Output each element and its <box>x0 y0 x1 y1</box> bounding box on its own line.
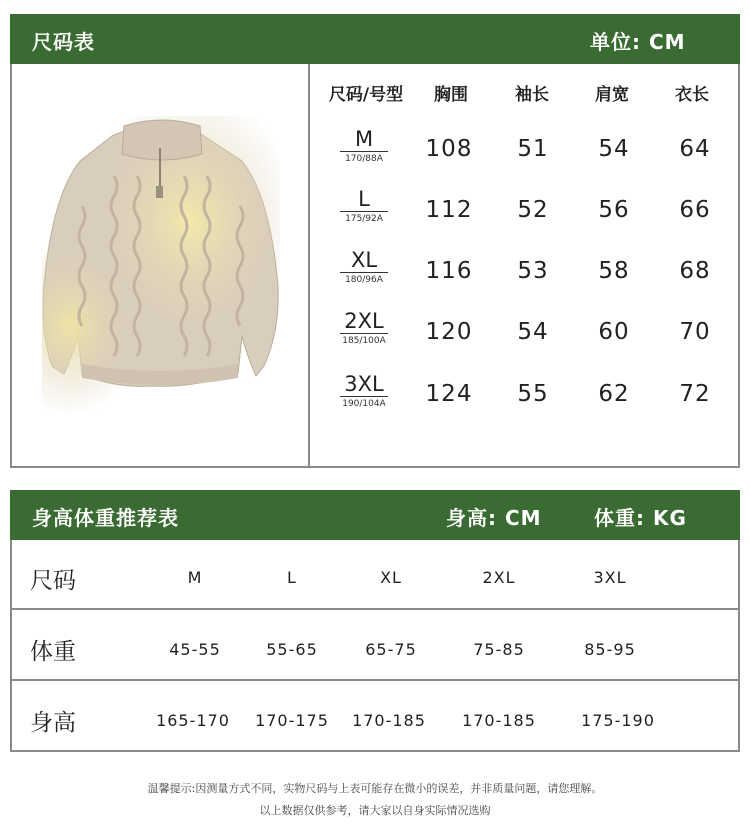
size-code: 190/104A <box>342 399 386 409</box>
shoulder-value: 58 <box>598 258 630 284</box>
size-label: L <box>358 187 370 211</box>
column-header-length: 衣长 <box>675 85 709 105</box>
shoulder-value: 60 <box>598 319 630 345</box>
size-cell <box>324 249 404 285</box>
size-code: 180/96A <box>345 275 383 285</box>
image-table-divider <box>308 64 310 466</box>
recommend-size-cell: XL <box>380 568 402 587</box>
height-range-cell: 165-170 <box>156 711 230 730</box>
size-chart-header <box>10 14 740 64</box>
chest-value: 116 <box>425 258 473 284</box>
length-value: 68 <box>679 258 711 284</box>
column-header-chest: 胸围 <box>434 85 468 105</box>
shoulder-value: 56 <box>598 197 630 223</box>
chest-value: 108 <box>425 136 473 162</box>
height-range-cell: 175-190 <box>581 711 655 730</box>
sleeve-value: 52 <box>517 197 549 223</box>
sleeve-value: 54 <box>517 319 549 345</box>
recommend-chart-table <box>10 540 740 752</box>
size-chart-unit: 单位: CM <box>590 30 686 54</box>
size-code: 175/92A <box>345 214 383 224</box>
size-label: M <box>354 127 374 151</box>
recommend-size-cell: L <box>287 568 297 587</box>
size-underline <box>340 211 388 212</box>
sleeve-value: 53 <box>517 258 549 284</box>
size-cell <box>324 310 404 346</box>
chest-value: 120 <box>425 319 473 345</box>
size-chart-table <box>10 64 740 468</box>
recommend-chart-header <box>10 490 740 540</box>
height-range-cell: 170-185 <box>352 711 426 730</box>
weight-unit: 体重: KG <box>594 506 687 530</box>
recommend-size-cell: M <box>187 568 203 587</box>
size-cell <box>324 373 404 409</box>
length-value: 70 <box>679 319 711 345</box>
size-chart-title: 尺码表 <box>32 30 95 54</box>
weight-range-cell: 45-55 <box>169 640 221 659</box>
row-divider <box>12 679 738 681</box>
size-label: 2XL <box>344 309 384 333</box>
size-underline <box>340 333 388 334</box>
shoulder-value: 54 <box>598 136 630 162</box>
size-label: XL <box>350 248 378 272</box>
weight-range-cell: 55-65 <box>266 640 318 659</box>
recommend-chart-title: 身高体重推荐表 <box>32 506 179 530</box>
size-cell <box>324 188 404 224</box>
weight-range-cell: 75-85 <box>473 640 525 659</box>
size-cell <box>324 128 404 164</box>
height-range-cell: 170-185 <box>462 711 536 730</box>
weight-range-cell: 85-95 <box>584 640 636 659</box>
recommend-size-cell: 2XL <box>482 568 516 587</box>
sleeve-value: 51 <box>517 136 549 162</box>
column-header-shoulder: 肩宽 <box>595 85 629 105</box>
size-code: 185/100A <box>342 336 386 346</box>
chest-value: 124 <box>425 381 473 407</box>
column-header-sleeve: 袖长 <box>515 85 549 105</box>
chest-value: 112 <box>425 197 473 223</box>
row-divider <box>12 608 738 610</box>
size-underline <box>340 272 388 273</box>
reference-note: 以上数据仅供参考，请大家以自身实际情况选购 <box>259 804 491 817</box>
height-unit: 身高: CM <box>446 506 542 530</box>
sleeve-value: 55 <box>517 381 549 407</box>
length-value: 72 <box>679 381 711 407</box>
disclaimer-note: 温馨提示:因测量方式不同，实物尺码与上表可能存在微小的误差，并非质量问题，请您理解。 <box>147 782 603 795</box>
recommend-size-cell: 3XL <box>593 568 627 587</box>
weight-range-cell: 65-75 <box>365 640 417 659</box>
row-label-size: 尺码 <box>30 568 76 594</box>
column-header-size: 尺码/号型 <box>328 85 404 105</box>
length-value: 66 <box>679 197 711 223</box>
row-label-height: 身高 <box>30 710 76 736</box>
sweater-product-image <box>42 116 280 416</box>
height-range-cell: 170-175 <box>255 711 329 730</box>
size-code: 170/88A <box>345 154 383 164</box>
size-underline <box>340 396 388 397</box>
size-underline <box>340 151 388 152</box>
length-value: 64 <box>679 136 711 162</box>
size-label: 3XL <box>344 372 384 396</box>
shoulder-value: 62 <box>598 381 630 407</box>
row-label-weight: 体重 <box>30 639 76 665</box>
